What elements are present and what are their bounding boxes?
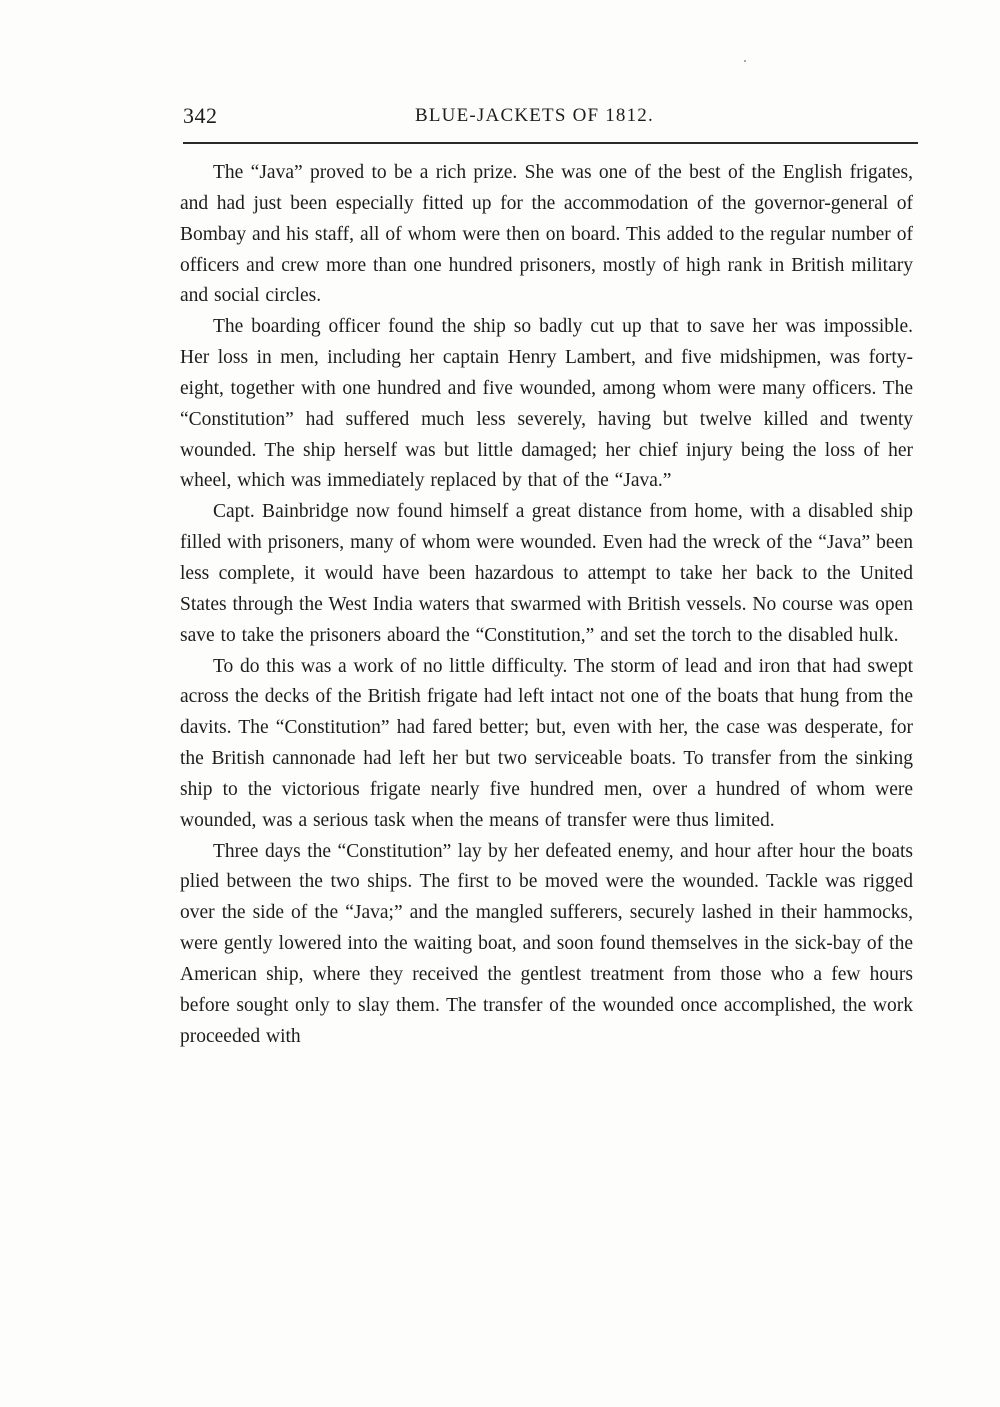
page-header	[183, 103, 913, 133]
ink-speck	[744, 60, 746, 62]
paragraph-2: The boarding officer found the ship so badly cut up that to save her was impossible. Her loss in men, including her captain Henry Lambert, and five midshipmen, was forty-eight, together with one hundred and five wounded, among whom were many officers. The “Constitution” had suffered much less severely, having but twelve killed and twenty wounded. The ship herself was but little damaged; her chief injury being the loss of her wheel, which was immediately replaced by that of the “Java.”	[180, 316, 913, 492]
paragraph-4: To do this was a work of no little difficulty. The storm of lead and iron that had swept across the decks of the British frigate had left intact not one of the boats that hung from the davits. The “Constitution” had fared better; but, even with her, the case was desperate, for the British cannonade had left her but two serviceable boats. To transfer from the sinking ship to the victorious frigate nearly five hundred men, over a hundred of whom were wounded, was a serious task when the means of transfer were thus limited.	[180, 655, 913, 831]
paragraph-1: The “Java” proved to be a rich prize. She was one of the best of the English frigates, and had just been especially fitted up for the accommodation of the governor-general of Bombay and his staff, all of whom were then on board. This added to the regular number of officers and crew more than one hundred prisoners, mostly of high rank in British military and social circles.	[180, 162, 913, 307]
page-number: 342	[183, 103, 218, 128]
running-head: BLUE-JACKETS OF 1812.	[415, 105, 654, 126]
header-rule	[183, 142, 918, 144]
paragraph-5: Three days the “Constitution” lay by her defeated enemy, and hour after hour the boats plied between the two ships. The first to be moved were the wounded. Tackle was rigged over the side of the “Java;” and the mangled sufferers, securely lashed in their hammocks, were gently lowered into the waiting boat, and soon found themselves in the sick-bay of the American ship, where they received the gentlest treatment from those who a few hours before sought only to slay them. The transfer of the wounded once accomplished, the work proceeded with	[180, 840, 913, 1047]
body-text	[180, 158, 913, 1052]
paragraph-3: Capt. Bainbridge now found himself a great distance from home, with a disabled ship filled with prisoners, many of whom were wounded. Even had the wreck of the “Java” been less complete, it would have been hazardous to attempt to take her back to the United States through the West India waters that swarmed with British vessels. No course was open save to take the prisoners aboard the “Constitution,” and set the torch to the disabled hulk.	[180, 501, 913, 646]
